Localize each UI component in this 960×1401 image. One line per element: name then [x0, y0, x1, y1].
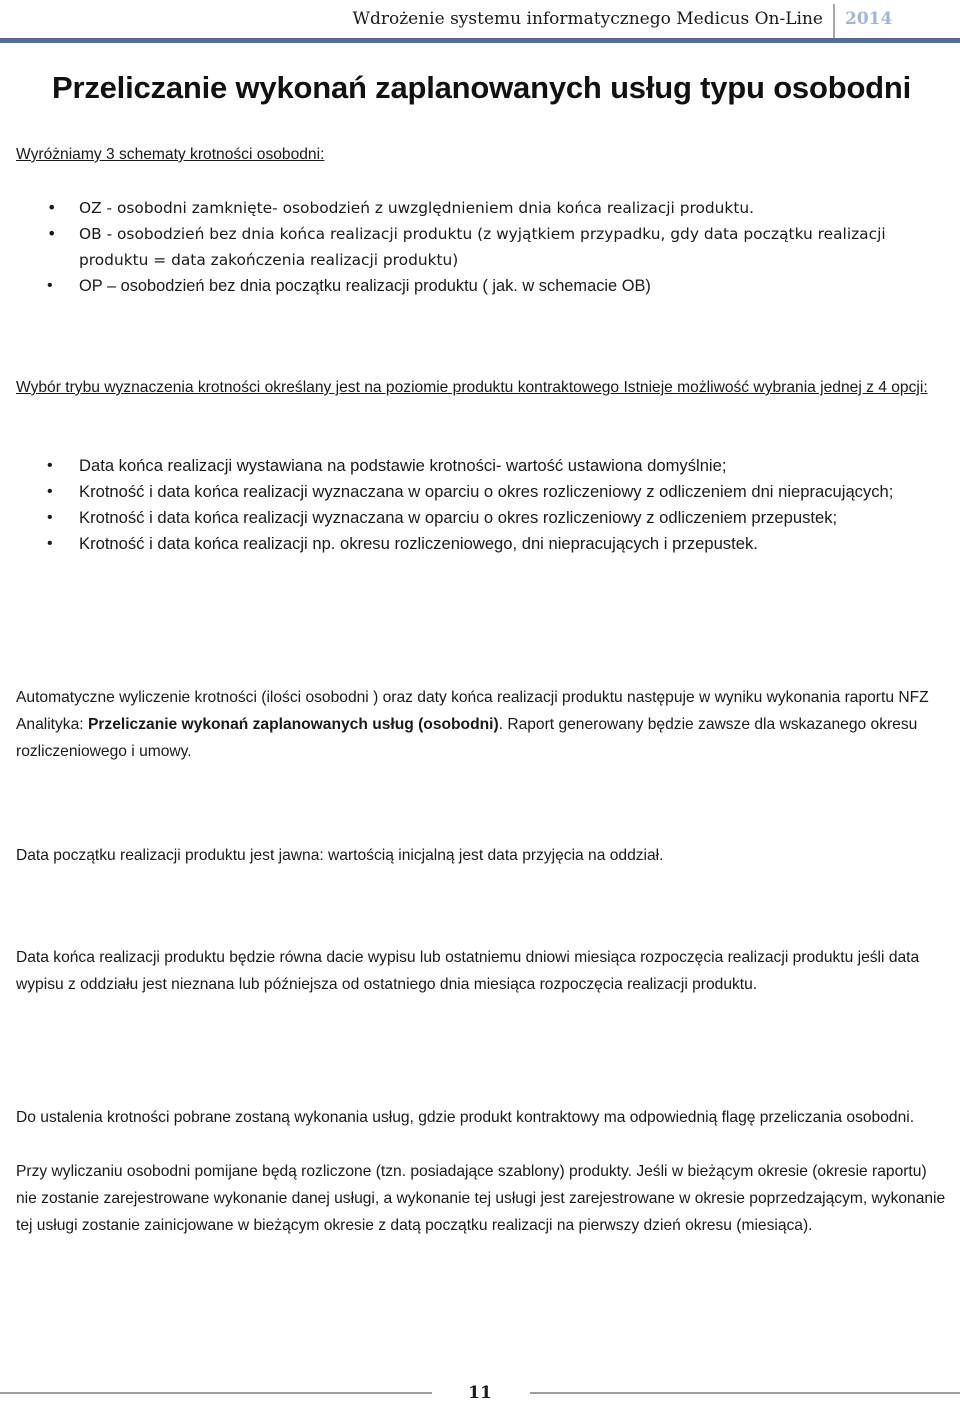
schemes-intro: Wyróżniamy 3 schematy krotności osobodni:	[16, 146, 325, 163]
options-list	[0, 453, 930, 557]
header-rule	[0, 38, 960, 43]
header-separator	[833, 4, 835, 38]
auto-calc-text-1: Automatyczne wyliczenie krotności (ilości osobodni ) oraz daty końca realizacji produktu następuje w wyniku wykonania raportu NFZ Analityka:	[16, 689, 929, 733]
end-date-paragraph: Data końca realizacji produktu będzie równa dacie wypisu lub ostatniemu dniowi miesiąca rozpoczęcia realizacji produktu jeśli data wypisu z oddziału jest nieznana lub późniejsza od ostatniego dnia miesiąca rozpoczęcia realizacji produktu.	[16, 949, 920, 993]
list-item: • Krotność i data końca realizacji wyznaczana w oparciu o okres rozliczeniowy z odliczeniem dni niepracujących;	[0, 479, 930, 505]
page-title: Przeliczanie wykonań zaplanowanych usług typu osobodni	[52, 70, 912, 105]
list-item: • OP – osobodzień bez dnia początku realizacji produktu ( jak. w schemacie OB)	[0, 273, 930, 299]
header-year: 2014	[845, 9, 893, 29]
list-item: • OZ - osobodni zamknięte- osobodzień z uwzględnieniem dnia końca realizacji produktu.	[0, 195, 930, 221]
page-number: 11	[468, 1383, 492, 1401]
auto-calc-paragraph	[16, 684, 946, 765]
skip-note-paragraph: Przy wyliczaniu osobodni pomijane będą rozliczone (tzn. posiadające szablony) produkty. Jeśli w bieżącym okresie (okresie raportu) nie zostanie zarejestrowane wykonanie danej usługi, a wykonanie tej usługi jest zarejestrowane w okresie poprzedzającym, wykonanie tej usługi zostanie zainicjowane w bieżącym okresie z datą początku realizacji na pierwszy dzień okresu (miesiąca).	[16, 1163, 946, 1234]
options-intro: Wybór trybu wyznaczenia krotności określany jest na poziomie produktu kontraktowego Istnieje możliwość wybrania jednej z 4 opcji:	[16, 379, 928, 396]
footer-rule-left	[0, 1392, 432, 1394]
list-item: • Krotność i data końca realizacji wyznaczana w oparciu o okres rozliczeniowy z odliczeniem przepustek;	[0, 505, 930, 531]
flag-note-paragraph: Do ustalenia krotności pobrane zostaną wykonania usług, gdzie produkt kontraktowy ma odpowiednią flagę przeliczania osobodni.	[16, 1109, 915, 1126]
start-date-paragraph: Data początku realizacji produktu jest jawna: wartością inicjalną jest data przyjęcia na oddział.	[16, 847, 664, 864]
auto-calc-text-2: . Raport generowany będzie zawsze dla wskazanego okresu rozliczeniowego i umowy.	[16, 716, 918, 760]
list-item: • OB - osobodzień bez dnia końca realizacji produktu (z wyjątkiem przypadku, gdy data początku realizacji produktu = data zakończenia realizacji produktu)	[0, 221, 930, 273]
report-name: Przeliczanie wykonań zaplanowanych usług (osobodni)	[87, 716, 499, 733]
list-item: • Krotność i data końca realizacji np. okresu rozliczeniowego, dni niepracujących i przepustek.	[0, 531, 930, 557]
page-header	[0, 0, 960, 42]
footer-rule-right	[530, 1392, 960, 1394]
header-title: Wdrożenie systemu informatycznego Medicus On-Line	[352, 9, 823, 29]
list-item: • Data końca realizacji wystawiana na podstawie krotności- wartość ustawiona domyślnie;	[0, 453, 930, 479]
schemes-list	[0, 195, 930, 299]
